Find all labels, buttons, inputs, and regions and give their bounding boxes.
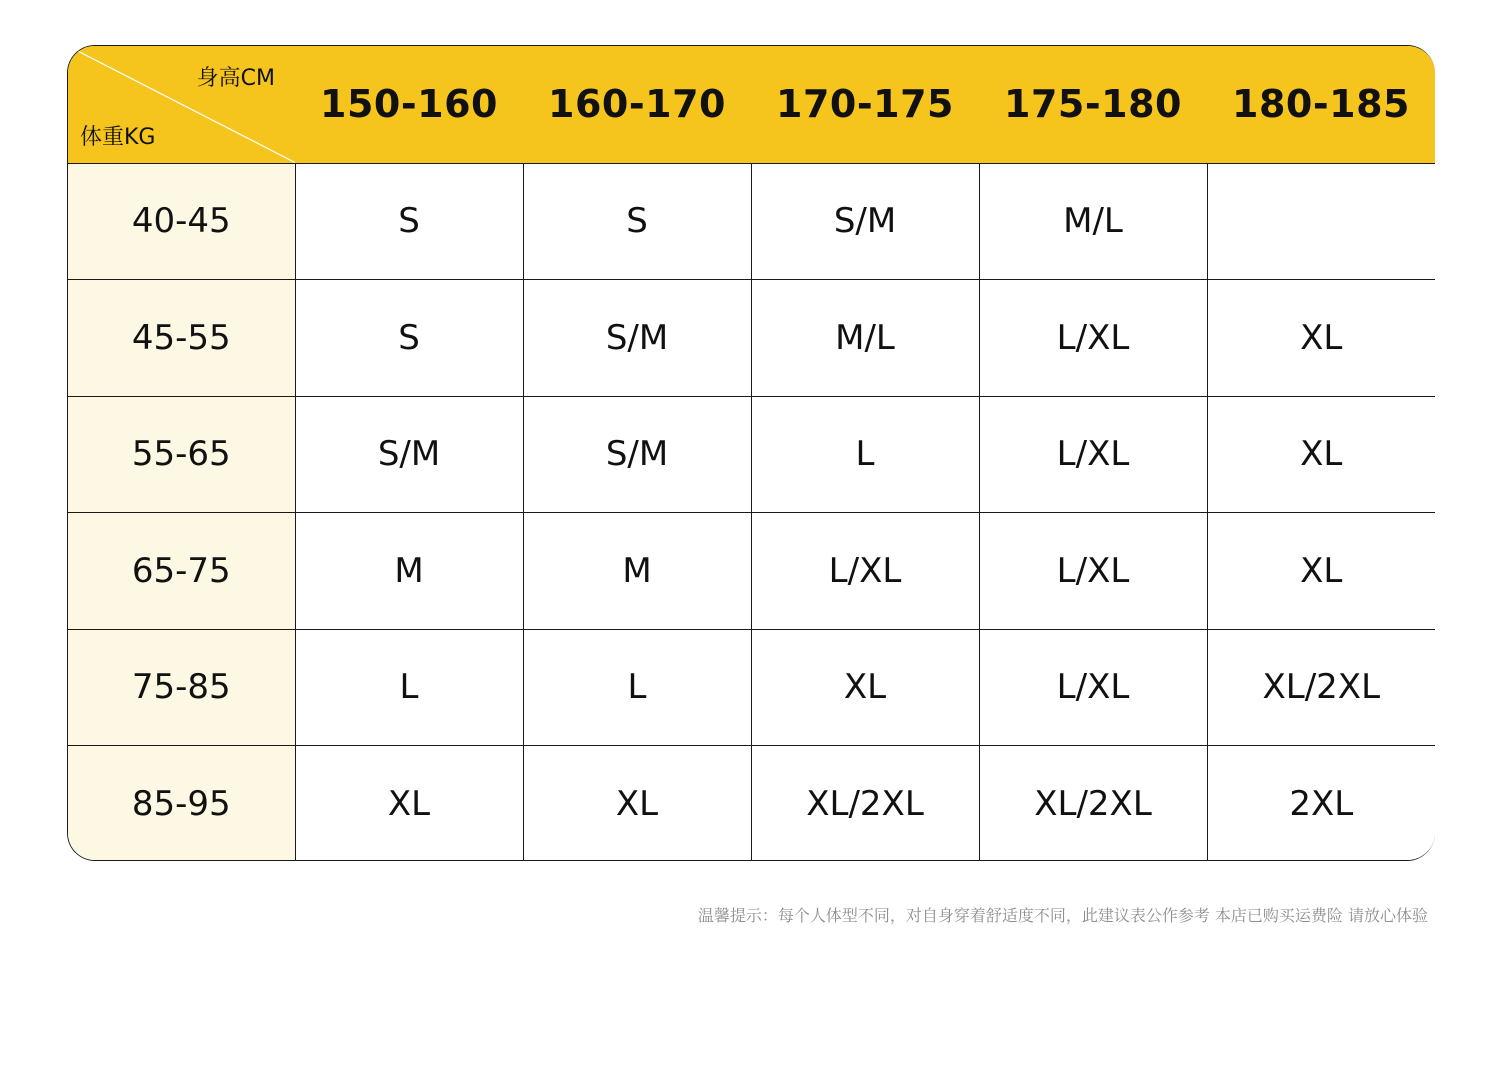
- height-range-header: 180-185: [1232, 82, 1410, 127]
- size-cell: L: [295, 629, 523, 746]
- size-table: [68, 46, 1435, 861]
- size-cell: L/XL: [979, 513, 1207, 630]
- size-cell: M/L: [751, 280, 979, 397]
- size-cell: S/M: [295, 396, 523, 513]
- weight-range-cell: 85-95: [68, 746, 295, 862]
- height-range-header: 170-175: [776, 82, 954, 127]
- size-cell: L/XL: [751, 513, 979, 630]
- table-row: [68, 163, 1435, 280]
- height-range-header: 175-180: [1004, 82, 1182, 127]
- size-cell: S: [523, 163, 751, 280]
- size-cell: M: [523, 513, 751, 630]
- size-cell: XL: [1207, 280, 1435, 397]
- size-cell: XL: [1207, 513, 1435, 630]
- weight-range-cell: 55-65: [68, 396, 295, 513]
- table-row: [68, 280, 1435, 397]
- table-row: [68, 396, 1435, 513]
- size-cell: S/M: [523, 396, 751, 513]
- header-row: [68, 46, 1435, 163]
- size-cell: L/XL: [979, 280, 1207, 397]
- size-cell: L/XL: [979, 629, 1207, 746]
- weight-range-cell: 75-85: [68, 629, 295, 746]
- size-cell: M/L: [979, 163, 1207, 280]
- table-row: [68, 513, 1435, 630]
- table-row: [68, 746, 1435, 862]
- weight-axis-label: 体重KG: [80, 124, 156, 150]
- size-cell: M: [295, 513, 523, 630]
- corner-cell: [68, 46, 295, 163]
- table-row: [68, 629, 1435, 746]
- size-cell: L/XL: [979, 396, 1207, 513]
- size-cell: [1207, 163, 1435, 280]
- height-range-header: 150-160: [320, 82, 498, 127]
- size-cell: XL/2XL: [979, 746, 1207, 862]
- size-cell: XL/2XL: [1207, 629, 1435, 746]
- size-cell: XL: [295, 746, 523, 862]
- size-cell: 2XL: [1207, 746, 1435, 862]
- height-axis-label: 身高CM: [196, 66, 275, 91]
- size-cell: L: [523, 629, 751, 746]
- weight-range-cell: 45-55: [68, 280, 295, 397]
- tip-text: 温馨提示：每个人体型不同，对自身穿着舒适度不同，此建议表公作参考 本店已购买运费险 请放心体验: [697, 906, 1428, 925]
- size-cell: S/M: [523, 280, 751, 397]
- height-range-header: 160-170: [548, 82, 726, 127]
- size-cell: S/M: [751, 163, 979, 280]
- size-cell: XL: [1207, 396, 1435, 513]
- size-cell: XL: [751, 629, 979, 746]
- size-cell: S: [295, 163, 523, 280]
- size-chart: [67, 45, 1435, 861]
- size-cell: XL: [523, 746, 751, 862]
- weight-range-cell: 40-45: [68, 163, 295, 280]
- size-cell: L: [751, 396, 979, 513]
- weight-range-cell: 65-75: [68, 513, 295, 630]
- size-cell: S: [295, 280, 523, 397]
- size-cell: XL/2XL: [751, 746, 979, 862]
